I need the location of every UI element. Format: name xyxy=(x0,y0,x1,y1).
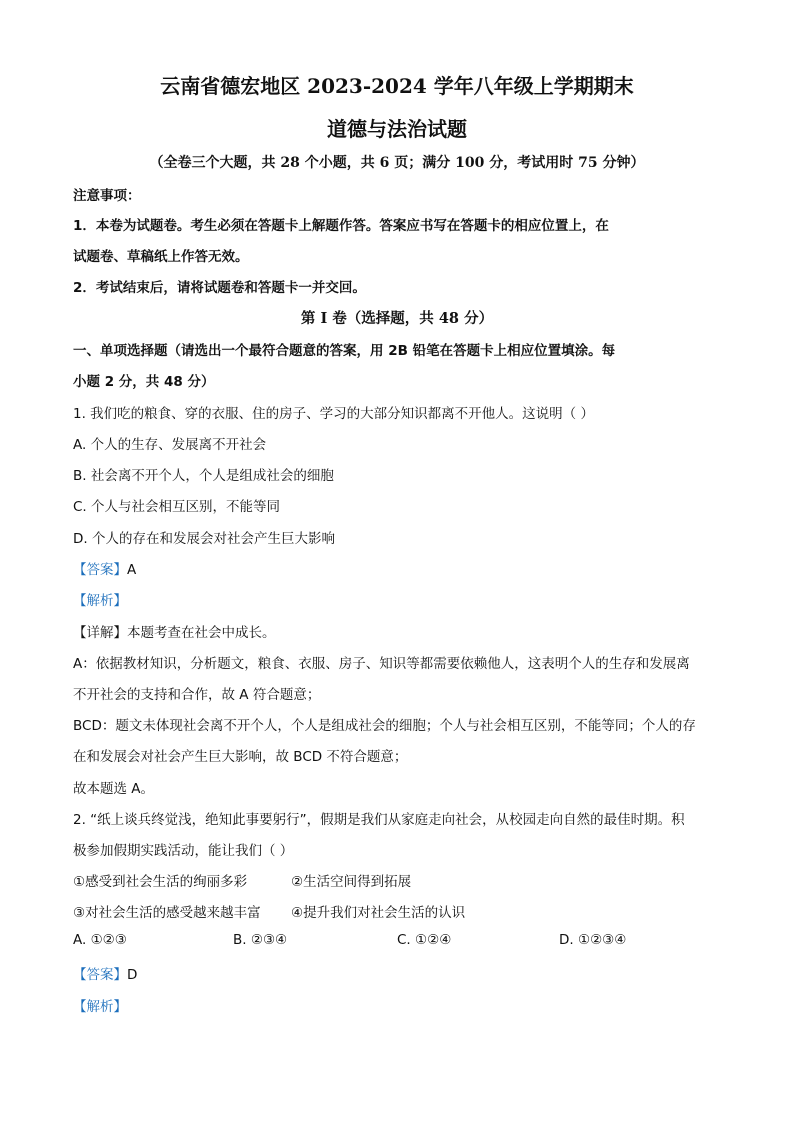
q2-option-b: B. ②③④ xyxy=(233,932,288,948)
notice-item-1-line-1: 1．本卷为试题卷。考生必须在答题卡上解题作答。答案应书写在答题卡的相应位置上，在 xyxy=(73,218,609,234)
q1-detail xyxy=(73,621,276,641)
q1-stem: 1. 我们吃的粮食、穿的衣服、住的房子、学习的大部分知识都离不开他人。这说明（ ） xyxy=(73,406,594,422)
q2-stem-line-2: 极参加假期实践活动，能让我们（ ） xyxy=(73,843,294,859)
q1-option-a: A. 个人的生存、发展离不开社会 xyxy=(73,437,267,453)
q1-explain-bcd-line-1: BCD：题文未体现社会离不开个人，个人是组成社会的细胞；个人与社会相互区别，不能等同；个人的存 xyxy=(73,718,696,734)
q1-analysis xyxy=(73,589,127,609)
q2-answer-value: D xyxy=(127,967,138,983)
analysis-tag: 【解析】 xyxy=(73,593,127,609)
q1-explain-a-line-2: 不开社会的支持和合作，故 A 符合题意； xyxy=(73,687,321,703)
q1-conclusion: 故本题选 A。 xyxy=(73,781,155,797)
q1-option-b: B. 社会离不开个人，个人是组成社会的细胞 xyxy=(73,468,334,484)
q2-statement-3: ③对社会生活的感受越来越丰富 xyxy=(73,905,261,921)
q2-option-d: D. ①②③④ xyxy=(559,932,627,948)
answer-tag: 【答案】 xyxy=(73,967,127,983)
q2-statement-2: ②生活空间得到拓展 xyxy=(291,874,412,890)
notice-item-1-line-2: 试题卷、草稿纸上作答无效。 xyxy=(73,249,249,265)
volume-title: 第 I 卷（选择题，共 48 分） xyxy=(300,310,494,327)
q2-option-c: C. ①②④ xyxy=(397,932,452,948)
q1-answer-value: A xyxy=(127,562,137,578)
answer-tag: 【答案】 xyxy=(73,562,127,578)
q2-statement-1: ①感受到社会生活的绚丽多彩 xyxy=(73,874,248,890)
notice-heading: 注意事项： xyxy=(73,188,141,204)
part-heading-line-1: 一、单项选择题（请选出一个最符合题意的答案，用 2B 铅笔在答题卡上相应位置填涂。每 xyxy=(73,343,616,359)
part-heading-line-2: 小题 2 分，共 48 分） xyxy=(73,374,215,390)
analysis-tag: 【解析】 xyxy=(73,999,127,1015)
q2-statement-4: ④提升我们对社会生活的认识 xyxy=(291,905,466,921)
q1-option-d: D. 个人的存在和发展会对社会产生巨大影响 xyxy=(73,531,335,547)
detail-tag: 【详解】 xyxy=(73,625,127,641)
q1-explain-a-line-1: A：依据教材知识，分析题文，粮食、衣服、房子、知识等都需要依赖他人，这表明个人的生存和发展离 xyxy=(73,656,690,672)
q1-option-c: C. 个人与社会相互区别，不能等同 xyxy=(73,499,281,515)
q2-option-a: A. ①②③ xyxy=(73,932,127,948)
notice-item-2: 2．考试结束后，请将试题卷和答题卡一并交回。 xyxy=(73,280,366,296)
document-title: 云南省德宏地区 2023-2024 学年八年级上学期期末 xyxy=(160,74,634,98)
q2-stem-line-1: 2. “纸上谈兵终觉浅，绝知此事要躬行”，假期是我们从家庭走向社会，从校园走向自然的最佳时期。积 xyxy=(73,812,685,828)
document-subtitle: 道德与法治试题 xyxy=(327,117,467,141)
exam-info: （全卷三个大题，共 28 个小题，共 6 页；满分 100 分，考试用时 75 分钟） xyxy=(149,155,645,171)
q2-answer xyxy=(73,963,137,983)
q2-analysis xyxy=(73,995,127,1015)
detail-text: 本题考查在社会中成长。 xyxy=(127,625,276,641)
q1-explain-bcd-line-2: 在和发展会对社会产生巨大影响，故 BCD 不符合题意； xyxy=(73,749,408,765)
q1-answer xyxy=(73,558,136,578)
